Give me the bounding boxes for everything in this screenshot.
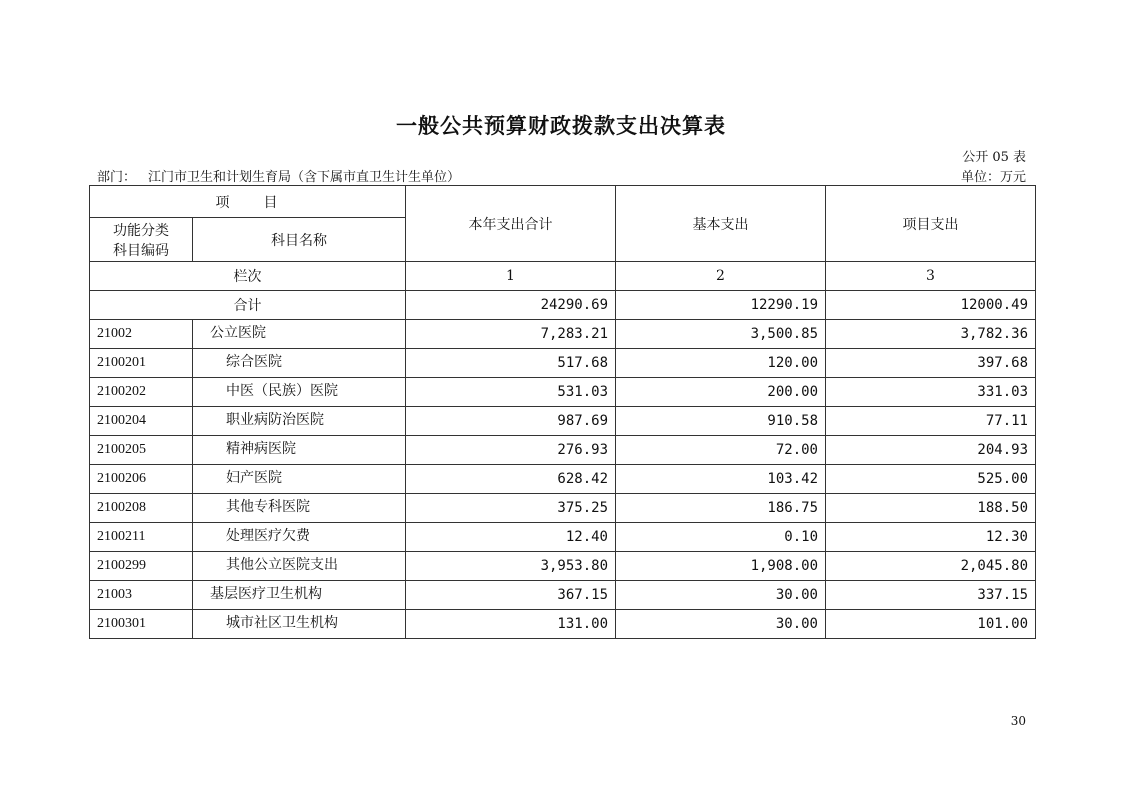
row-basic: 910.58 (616, 407, 826, 436)
table-row (90, 465, 1036, 494)
row-name: 中医（民族）医院 (193, 378, 406, 407)
row-code: 21003 (90, 581, 193, 610)
row-basic: 3,500.85 (616, 320, 826, 349)
row-basic: 72.00 (616, 436, 826, 465)
table-row (90, 378, 1036, 407)
department-name: 江门市卫生和计划生育局（含下属市直卫生计生单位） (148, 170, 461, 185)
form-number: 公开 05 表 (962, 150, 1026, 165)
row-project: 2,045.80 (826, 552, 1036, 581)
total-basic: 12290.19 (616, 291, 826, 320)
row-basic: 120.00 (616, 349, 826, 378)
row-total: 517.68 (406, 349, 616, 378)
report-title: 一般公共预算财政拨款支出决算表 (396, 113, 726, 138)
header-basic-col: 基本支出 (616, 186, 826, 262)
row-project: 188.50 (826, 494, 1036, 523)
row-code: 2100205 (90, 436, 193, 465)
header-code-line2: 科目编码 (113, 242, 169, 259)
column-index-label: 栏次 (90, 262, 406, 291)
row-total: 367.15 (406, 581, 616, 610)
row-total: 987.69 (406, 407, 616, 436)
row-code: 2100301 (90, 610, 193, 639)
table-row (90, 320, 1036, 349)
row-basic: 186.75 (616, 494, 826, 523)
column-index-2: 2 (616, 262, 826, 291)
row-basic: 30.00 (616, 581, 826, 610)
page-number: 30 (1010, 714, 1026, 728)
row-project: 331.03 (826, 378, 1036, 407)
row-total: 375.25 (406, 494, 616, 523)
row-code: 2100208 (90, 494, 193, 523)
row-name: 综合医院 (193, 349, 406, 378)
table-row (90, 523, 1036, 552)
row-total: 131.00 (406, 610, 616, 639)
row-basic: 0.10 (616, 523, 826, 552)
header-project-col: 项目支出 (826, 186, 1036, 262)
column-index-row (90, 262, 1036, 291)
row-total: 531.03 (406, 378, 616, 407)
total-row (90, 291, 1036, 320)
header-name-col: 科目名称 (193, 218, 406, 262)
table-row (90, 407, 1036, 436)
row-code: 2100204 (90, 407, 193, 436)
row-total: 276.93 (406, 436, 616, 465)
row-name: 其他专科医院 (193, 494, 406, 523)
row-total: 7,283.21 (406, 320, 616, 349)
table-row (90, 552, 1036, 581)
header-row-1 (90, 186, 1036, 218)
column-index-3: 3 (826, 262, 1036, 291)
row-name: 公立医院 (193, 320, 406, 349)
header-code-col (90, 218, 193, 262)
table-row (90, 436, 1036, 465)
total-amount: 24290.69 (406, 291, 616, 320)
row-name: 基层医疗卫生机构 (193, 581, 406, 610)
column-index-1: 1 (406, 262, 616, 291)
row-basic: 103.42 (616, 465, 826, 494)
row-basic: 1,908.00 (616, 552, 826, 581)
row-code: 2100206 (90, 465, 193, 494)
row-code: 2100201 (90, 349, 193, 378)
header-item: 项 目 (90, 186, 406, 218)
department-label: 部门： (97, 170, 137, 185)
row-name: 精神病医院 (193, 436, 406, 465)
row-total: 3,953.80 (406, 552, 616, 581)
header-total-col: 本年支出合计 (406, 186, 616, 262)
row-code: 21002 (90, 320, 193, 349)
row-project: 397.68 (826, 349, 1036, 378)
row-basic: 30.00 (616, 610, 826, 639)
row-project: 101.00 (826, 610, 1036, 639)
unit-label: 单位：万元 (960, 170, 1026, 185)
row-code: 2100202 (90, 378, 193, 407)
row-total: 628.42 (406, 465, 616, 494)
row-name: 处理医疗欠费 (193, 523, 406, 552)
table-row (90, 494, 1036, 523)
row-project: 204.93 (826, 436, 1036, 465)
row-name: 其他公立医院支出 (193, 552, 406, 581)
data-rows (90, 320, 1036, 639)
table-row (90, 581, 1036, 610)
table-row (90, 610, 1036, 639)
row-code: 2100299 (90, 552, 193, 581)
row-project: 12.30 (826, 523, 1036, 552)
row-project: 525.00 (826, 465, 1036, 494)
row-project: 337.15 (826, 581, 1036, 610)
total-label: 合计 (90, 291, 406, 320)
table-row (90, 349, 1036, 378)
department-line (97, 166, 460, 185)
row-code: 2100211 (90, 523, 193, 552)
header-code-line1: 功能分类 (113, 222, 169, 239)
row-name: 妇产医院 (193, 465, 406, 494)
total-project: 12000.49 (826, 291, 1036, 320)
row-project: 3,782.36 (826, 320, 1036, 349)
row-project: 77.11 (826, 407, 1036, 436)
row-name: 城市社区卫生机构 (193, 610, 406, 639)
expenditure-table (89, 185, 1036, 639)
row-basic: 200.00 (616, 378, 826, 407)
row-name: 职业病防治医院 (193, 407, 406, 436)
row-total: 12.40 (406, 523, 616, 552)
